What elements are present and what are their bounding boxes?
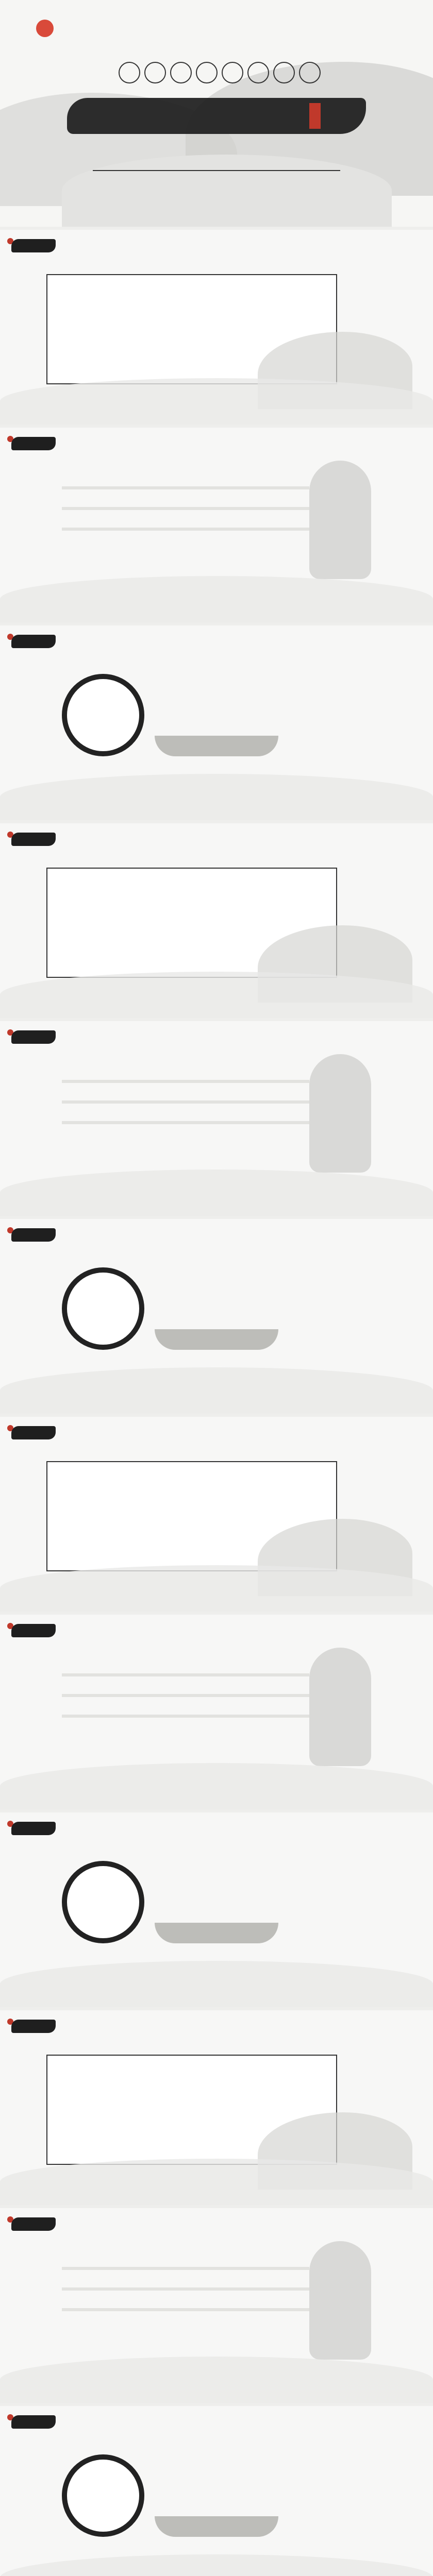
ink-figure [309, 461, 371, 579]
text-line [62, 1121, 309, 1124]
ink-title-block [11, 2020, 56, 2033]
circle-stamp-icon [247, 62, 269, 83]
red-sun-icon [36, 20, 54, 37]
slide-6 [0, 1216, 433, 1414]
ink-title-block [11, 1426, 56, 1439]
mist [0, 2554, 433, 2576]
slide-12 [0, 2403, 433, 2576]
slide-5 [0, 1018, 433, 1216]
slide-top-bar [0, 1612, 433, 1615]
slide-2 [0, 425, 433, 622]
circle-stamp-icon [299, 62, 321, 83]
slide-top-bar [0, 425, 433, 428]
slide-1 [0, 227, 433, 425]
mist [0, 1170, 433, 1216]
text-line [62, 528, 309, 531]
slide-top-bar [0, 1018, 433, 1021]
slide-top-bar [0, 622, 433, 625]
mist [0, 1565, 433, 1612]
ink-mountain [62, 155, 392, 227]
slide-11 [0, 2205, 433, 2403]
slide-7 [0, 1414, 433, 1612]
ink-boat [155, 1329, 278, 1350]
hero-title-brush [67, 88, 366, 144]
ink-title-block [11, 1030, 56, 1044]
text-line [62, 1080, 309, 1083]
ink-title-block [11, 2217, 56, 2231]
text-line [62, 1673, 309, 1676]
slide-top-bar [0, 1809, 433, 1812]
ink-title-block [11, 635, 56, 648]
mist [0, 972, 433, 1018]
ink-circle-badge [62, 1267, 144, 1350]
slide-4 [0, 820, 433, 1018]
text-line [62, 2287, 309, 2291]
mist [0, 2159, 433, 2205]
ink-brush-stroke [67, 98, 366, 134]
mist [0, 774, 433, 820]
mist [0, 2357, 433, 2403]
text-line [62, 486, 309, 489]
divider [93, 170, 340, 171]
circle-stamp-icon [119, 62, 140, 83]
slide-top-bar [0, 1414, 433, 1417]
stamp-row [119, 62, 321, 83]
slide-top-bar [0, 1216, 433, 1219]
mist [0, 1961, 433, 2007]
ink-boat [155, 736, 278, 756]
ink-boat [155, 2516, 278, 2537]
ink-boat [155, 1923, 278, 1943]
ink-figure [309, 2241, 371, 2360]
text-line [62, 1715, 309, 1718]
text-line [62, 1694, 309, 1697]
text-line [62, 1100, 309, 1104]
slide-9 [0, 1809, 433, 2007]
circle-stamp-icon [170, 62, 192, 83]
ink-figure [309, 1054, 371, 1173]
mist [0, 1367, 433, 1414]
circle-stamp-icon [222, 62, 243, 83]
mist [0, 1763, 433, 1809]
text-line [62, 507, 309, 510]
slide-8 [0, 1612, 433, 1809]
ink-title-block [11, 1624, 56, 1637]
ink-title-block [11, 2415, 56, 2429]
ink-title-block [11, 1822, 56, 1835]
ink-title-block [11, 1228, 56, 1242]
mist [0, 378, 433, 425]
ink-title-block [11, 437, 56, 450]
slide-top-bar [0, 2007, 433, 2010]
circle-stamp-icon [196, 62, 218, 83]
slide-top-bar [0, 820, 433, 823]
red-seal-icon [309, 103, 321, 129]
mist [0, 576, 433, 622]
slide-top-bar [0, 2403, 433, 2406]
slide-3 [0, 622, 433, 820]
title-slide [0, 0, 433, 227]
ink-circle-badge [62, 1861, 144, 1943]
circle-stamp-icon [144, 62, 166, 83]
text-line [62, 2308, 309, 2311]
ink-figure [309, 1648, 371, 1766]
ink-title-block [11, 239, 56, 252]
ink-circle-badge [62, 674, 144, 756]
text-line [62, 2267, 309, 2270]
ink-circle-badge [62, 2454, 144, 2537]
circle-stamp-icon [273, 62, 295, 83]
ink-title-block [11, 833, 56, 846]
slide-top-bar [0, 2205, 433, 2208]
slide-10 [0, 2007, 433, 2205]
slide-top-bar [0, 227, 433, 230]
